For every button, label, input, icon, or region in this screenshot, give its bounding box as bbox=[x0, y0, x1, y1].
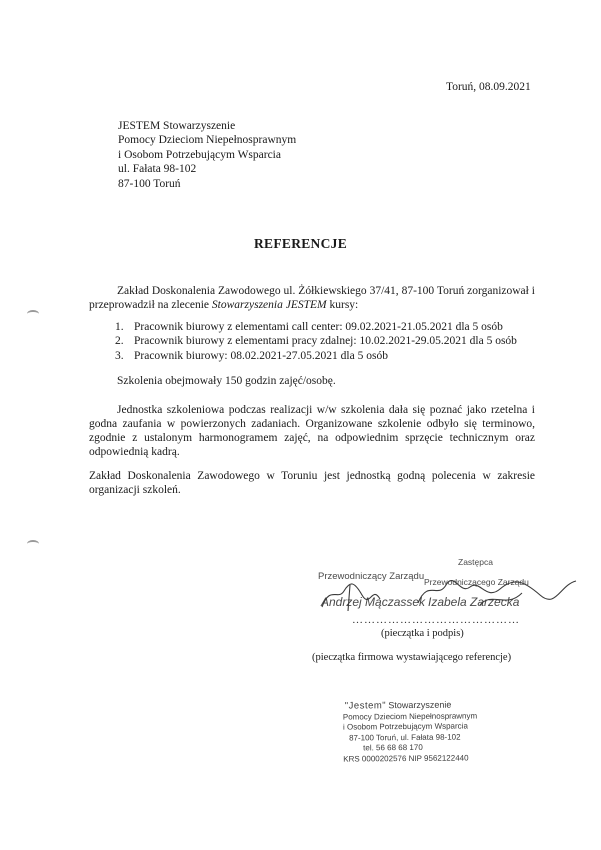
list-item bbox=[115, 334, 517, 348]
evaluation-paragraph: Jednostka szkoleniowa podczas realizacji w/w szkolenia dała się poznać jako rzetelna i godna zaufania w powierzonych zadaniach. Organizowane szkolenie odbyło się terminowo, zgodnie z ustalonym harmonogramem zajęć, na odpowiednim sprzęcie technicznym oraz odpowiednią kadrą. bbox=[89, 404, 535, 458]
list-number: 3. bbox=[115, 349, 124, 362]
list-item bbox=[115, 349, 517, 363]
left-signer-name: Andrzej Mączassek bbox=[321, 595, 426, 609]
punch-hole-bottom bbox=[27, 540, 39, 548]
document-title: REFERENCJE bbox=[253, 236, 347, 251]
stamp-name-quoted: "Jestem" bbox=[344, 700, 387, 712]
list-item bbox=[115, 320, 517, 334]
list-text: Pracownik biurowy: 08.02.2021-27.05.2021 dla 5 osób bbox=[134, 349, 388, 362]
intro-text: Zakład Doskonalenia Zawodowego ul. Żółkiewskiego 37/41, 87-100 Toruń zorganizował i przeprowadził na zlecenie bbox=[89, 285, 535, 311]
place-date: Toruń, 08.09.2021 bbox=[446, 81, 531, 93]
stamp-line: tel. 56 68 68 170 bbox=[363, 742, 423, 753]
company-stamp bbox=[343, 699, 478, 764]
hours-line: Szkolenia obejmowały 150 godzin zajęć/osobę. bbox=[117, 375, 336, 387]
list-text: Pracownik biurowy z elementami call center: 09.02.2021-21.05.2021 dla 5 osób bbox=[134, 321, 503, 333]
intro-italic: Stowarzyszenia JESTEM bbox=[211, 299, 327, 311]
right-signer-role: Przewodniczącego Zarządu bbox=[424, 577, 529, 587]
list-text: Pracownik biurowy z elementami pracy zdalnej: 10.02.2021-29.05.2021 dla 5 osób bbox=[134, 335, 517, 348]
left-signer-role: Przewodniczący Zarządu bbox=[318, 571, 425, 582]
recipient-line: ul. Fałata 98-102 bbox=[118, 163, 197, 176]
stamp-line: 87-100 Toruń, ul. Fałata 98-102 bbox=[349, 732, 461, 743]
intro-suffix: kursy: bbox=[326, 299, 359, 311]
stamp-line: KRS 0000202576 NIP 9562122440 bbox=[343, 752, 469, 764]
stamp-name-rest: Stowarzyszenie bbox=[388, 699, 452, 711]
right-signer-role: Zastępca bbox=[458, 557, 493, 567]
recipient-line: i Osobom Potrzebującym Wsparcia bbox=[118, 148, 281, 161]
recipient-line: 87-100 Toruń bbox=[118, 177, 181, 190]
company-stamp-caption: (pieczątka firmowa wystawiającego referencje) bbox=[312, 652, 512, 663]
list-number: 1. bbox=[115, 321, 124, 333]
right-signer-name: Izabela Zarzecka bbox=[428, 595, 520, 609]
intro-paragraph bbox=[89, 284, 535, 312]
recipient-line: Pomocy Dzieciom Niepełnosprawnym bbox=[118, 134, 297, 147]
recipient-line: JESTEM Stowarzyszenie bbox=[118, 120, 236, 132]
recommendation-paragraph: Zakład Doskonalenia Zawodowego w Toruniu jest jednostką godną polecenia w zakresie organizacji szkoleń. bbox=[89, 470, 535, 496]
signature-caption: (pieczątka i podpis) bbox=[381, 628, 464, 639]
stamp-line: i Osobom Potrzebującym Wsparcia bbox=[342, 721, 468, 732]
punch-hole-top bbox=[27, 310, 39, 318]
list-number: 2. bbox=[115, 335, 124, 348]
stamp-line: Pomocy Dzieciom Niepełnosprawnym bbox=[342, 710, 478, 722]
recipient-address bbox=[118, 119, 296, 191]
course-list bbox=[115, 320, 517, 363]
signature-dotted-line: …………………………………… bbox=[352, 614, 520, 626]
